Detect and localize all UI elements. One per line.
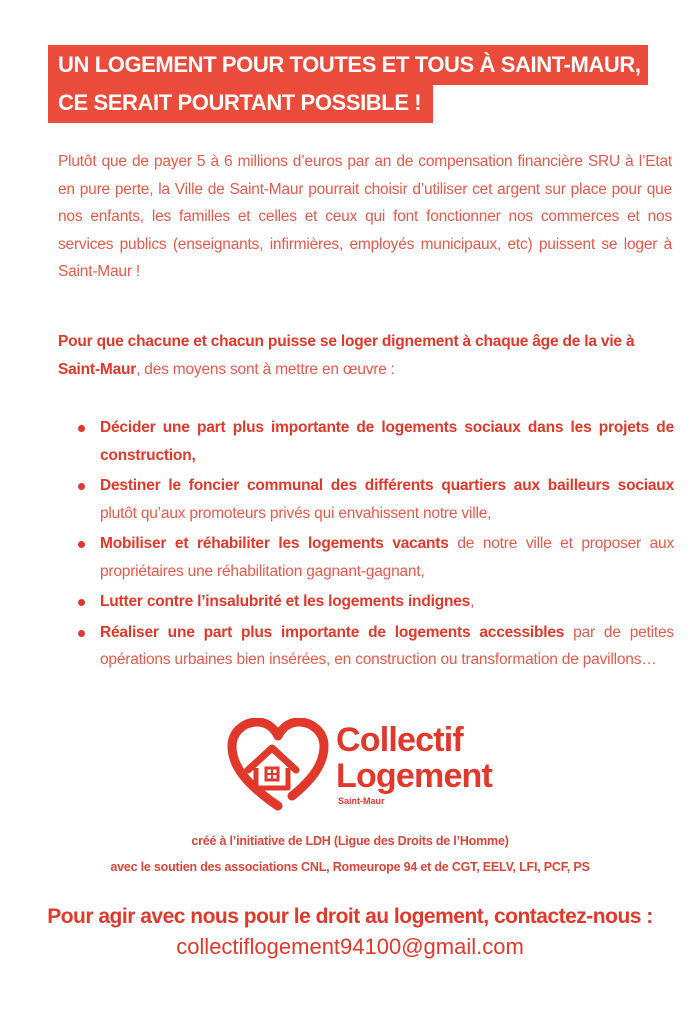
- credits: [60, 828, 640, 880]
- collectif-logement-logo: [226, 718, 526, 816]
- logo-wordmark: [336, 722, 492, 794]
- contact-email-link[interactable]: collectiflogement94100@gmail.com: [176, 934, 524, 959]
- call-to-action: Pour agir avec nous pour le droit au logement, contactez-nous :: [47, 905, 653, 928]
- measure-rest: de notre ville et proposer aux propriétaires une réhabilitation gagnant-gagnant,: [100, 535, 674, 580]
- logo-line-2: Logement: [336, 757, 493, 795]
- measure-bold: Réaliser une part plus importante de logements accessibles: [100, 623, 565, 641]
- list-item: [78, 530, 674, 585]
- bullet-icon: [78, 425, 85, 432]
- measure-rest: par de petites opérations urbaines bien insérées, en construction ou transformation de pavillons…: [100, 623, 674, 668]
- goal-paragraph: [58, 328, 672, 384]
- bullet-icon: [78, 599, 85, 606]
- title-line-2: CE SERAIT POURTANT POSSIBLE !: [48, 83, 433, 123]
- measure-bold: Mobiliser et réhabiliter les logements vacants: [100, 535, 449, 552]
- logo-subtitle: Saint-Maur: [338, 796, 385, 806]
- list-item: [78, 619, 674, 674]
- bullet-icon: [78, 483, 85, 490]
- bullet-icon: [78, 630, 85, 637]
- measure-bold: Destiner le foncier communal des différents quartiers aux bailleurs sociaux: [100, 477, 674, 494]
- measure-rest: plutôt qu’aux promoteurs privés qui envahissent notre ville,: [100, 504, 492, 522]
- credits-line-1: créé à l’initiative de LDH (Ligue des Droits de l’Homme): [191, 834, 509, 848]
- title-banner: [48, 45, 648, 123]
- measures-list: [78, 414, 674, 677]
- heart-house-icon: [226, 718, 330, 814]
- goal-rest: , des moyens sont à mettre en œuvre :: [136, 361, 395, 378]
- list-item: [78, 414, 674, 469]
- bullet-icon: [78, 541, 85, 548]
- list-item: [78, 472, 674, 527]
- credits-line-2: avec le soutien des associations CNL, Romeurope 94 et de CGT, EELV, LFI, PCF, PS: [110, 860, 590, 874]
- goal-bold: Pour que chacune et chacun puisse se loger dignement à chaque âge de la vie à Saint-Maur: [58, 333, 635, 378]
- measure-rest: ,: [470, 593, 475, 610]
- intro-paragraph: Plutôt que de payer 5 à 6 millions d’euros par an de compensation financière SRU à l’Etat en pure perte, la Ville de Saint-Maur pourrait choisir d’utiliser cet argent sur place pour que nos enfants, les familles et celles et ceux qui font fonctionner nos commerces et nos services publics (enseignants, infirmières, employés municipaux, etc) puissent se loger à Saint-Maur !: [58, 153, 672, 280]
- measure-bold: Lutter contre l’insalubrité et les logements indignes: [100, 593, 471, 610]
- title-line-1: UN LOGEMENT POUR TOUTES ET TOUS À SAINT-MAUR,: [48, 45, 648, 85]
- logo-line-1: Collectif: [336, 721, 463, 759]
- list-item: [78, 588, 674, 616]
- measure-bold: Décider une part plus importante de logements sociaux dans les projets de construction,: [100, 419, 674, 464]
